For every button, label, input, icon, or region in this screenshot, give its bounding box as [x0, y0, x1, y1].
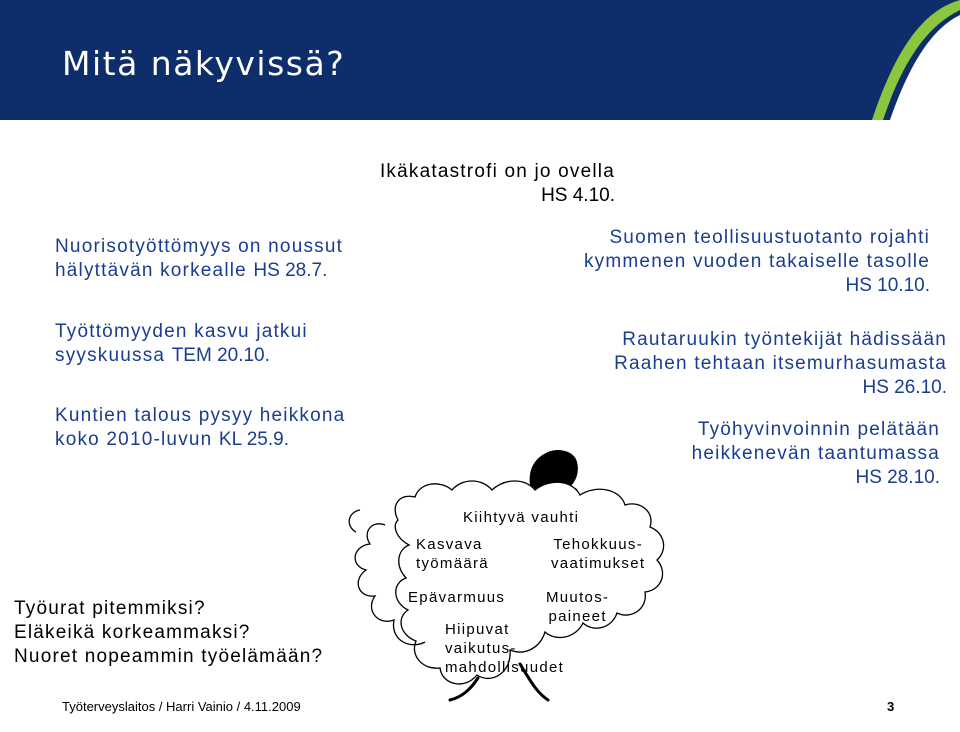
headline-text: Suomen teollisuustuotanto rojahti	[609, 227, 930, 248]
cloud-label-line: vaatimukset	[551, 555, 646, 572]
cloud-label-line: vaikutus-	[445, 640, 517, 657]
headline-text: Kuntien talous pysyy heikkona	[55, 405, 346, 426]
headline-source: HS 10.10.	[845, 275, 930, 296]
headline-text: Nuorisotyöttömyys on noussut	[55, 236, 344, 257]
cloud-label-line: Hiipuvat	[445, 621, 510, 638]
cloud-label-line: paineet	[548, 608, 607, 625]
headline-text: Työhyvinvoinnin pelätään	[697, 419, 940, 440]
question-item: Nuoret nopeammin työelämään?	[14, 646, 324, 667]
cloud-label-line: Muutos-	[546, 589, 610, 606]
cloud-label-line: Tehokkuus-	[553, 536, 644, 553]
headline-source: HS 28.10.	[855, 467, 940, 488]
headline-text: Ikäkatastrofi on jo ovella	[379, 161, 615, 182]
headline-text: Työttömyyden kasvu jatkui	[55, 321, 308, 342]
cloud-label-hiipuvat	[445, 620, 564, 677]
cloud-label-line: työmäärä	[416, 555, 489, 572]
headline-text: hälyttävän korkealle	[55, 260, 247, 281]
headline-text: kymmenen vuoden takaiselle tasolle	[583, 251, 930, 272]
headline-source: KL 25.9.	[218, 429, 289, 450]
headline-text: heikkenevän taantumassa	[691, 443, 940, 464]
headline-text: syyskuussa	[55, 345, 166, 366]
headline-source: HS 26.10.	[862, 377, 947, 398]
cloud-label-tehokkuus	[551, 535, 645, 573]
headline-text: koko 2010-luvun	[55, 429, 213, 450]
question-item: Työurat pitemmiksi?	[14, 598, 206, 619]
page-number: 3	[887, 699, 895, 714]
headline-source: HS 4.10.	[541, 185, 615, 206]
cloud-label-line: mahdollisuudet	[445, 659, 565, 676]
question-item: Eläkeikä korkeammaksi?	[14, 622, 251, 643]
slide-title: Mitä näkyvissä?	[62, 44, 346, 83]
footer-text: Työterveyslaitos / Harri Vainio / 4.11.2009	[62, 699, 301, 714]
cloud-label-kiihtyva-vauhti: Kiihtyvä vauhti	[463, 509, 580, 526]
headline-source: HS 28.7.	[253, 260, 328, 281]
cloud-label-line: Kasvava	[416, 536, 483, 553]
headline-text: Rautaruukin työntekijät hädissään	[622, 329, 947, 350]
cloud-label-kasvava-tyomaara	[416, 535, 489, 573]
headline-source: TEM 20.10.	[171, 345, 270, 366]
cloud-label-epavarmuus: Epävarmuus	[408, 589, 506, 606]
headline-text: Raahen tehtaan itsemurhasumasta	[614, 353, 947, 374]
